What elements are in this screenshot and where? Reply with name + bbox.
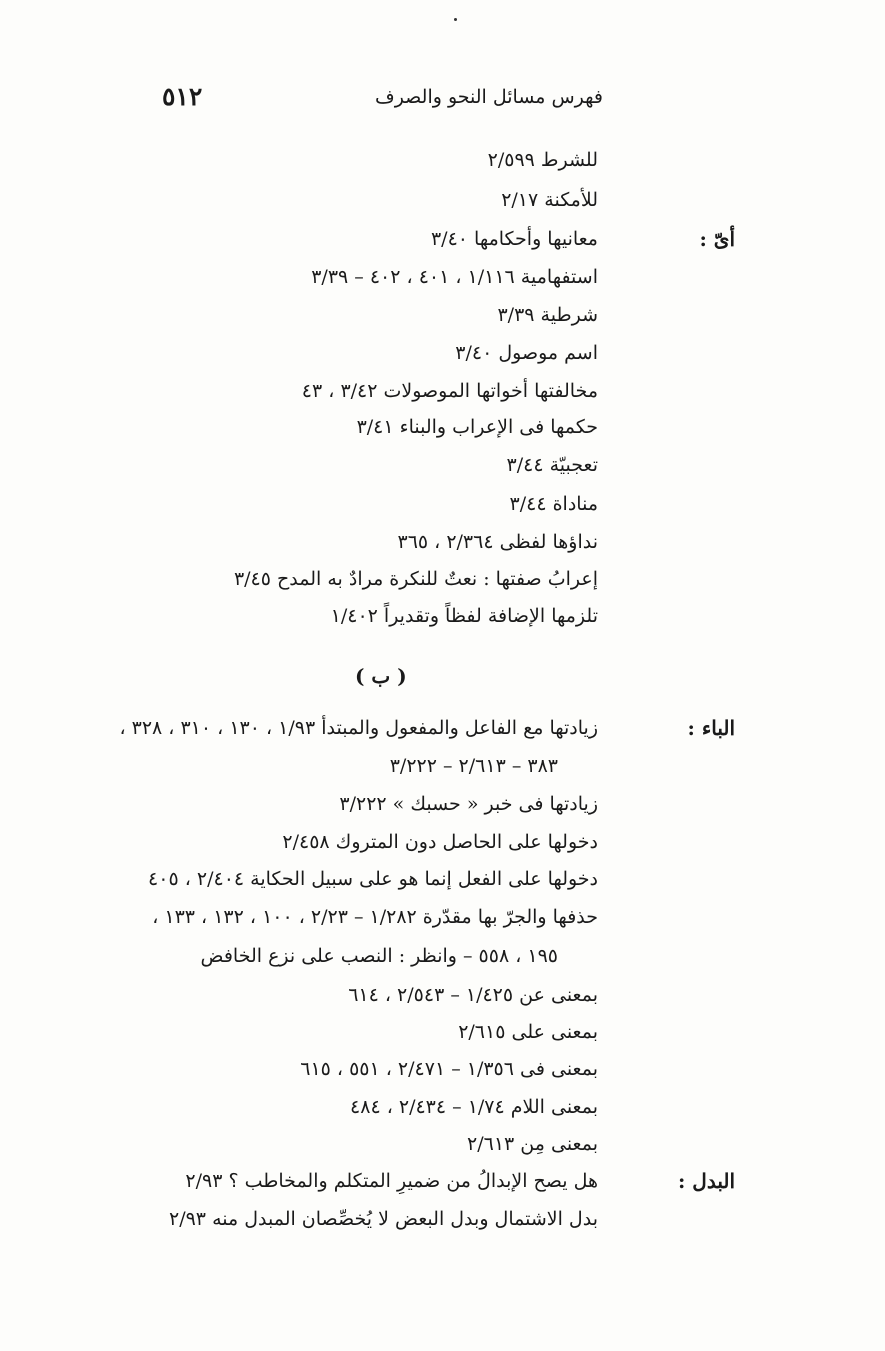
index-line: تعجبيّة ٣/٤٤ [506, 454, 598, 476]
index-line: زيادتها مع الفاعل والمفعول والمبتدأ ١/٩٣ ، ١٣٠ ، ٣١٠ ، ٣٢٨ ، [119, 717, 598, 739]
ink-speck [454, 18, 457, 21]
headword-baa: الباء : [687, 716, 735, 740]
index-line: دخولها على الحاصل دون المتروك ٢/٤٥٨ [282, 831, 598, 853]
headword-ayy: أىّ : [699, 227, 735, 251]
index-line: تلزمها الإضافة لفظاً وتقديراً ١/٤٠٢ [330, 605, 598, 627]
index-line: دخولها على الفعل إنما هو على سبيل الحكاية ٢/٤٠٤ ، ٤٠٥ [148, 868, 598, 890]
index-line: مخالفتها أخواتها الموصولات ٣/٤٢ ، ٤٣ [301, 380, 598, 402]
page-header [60, 82, 825, 118]
index-line: بدل الاشتمال وبدل البعض لا يُخصِّصان المبدل منه ٢/٩٣ [169, 1208, 598, 1230]
index-line: زيادتها فى خبر « حسبك » ٣/٢٢٢ [339, 793, 598, 815]
index-line: حذفها والجرّ بها مقدّرة ١/٢٨٢ – ٢/٢٣ ، ١٠٠ ، ١٣٢ ، ١٣٣ ، [152, 906, 598, 928]
index-line: معانيها وأحكامها ٣/٤٠ [430, 228, 598, 250]
index-line: بمعنى فى ١/٣٥٦ – ٢/٤٧١ ، ٥٥١ ، ٦١٥ [300, 1058, 598, 1080]
index-line: ٣٨٣ – ٢/٦١٣ – ٣/٢٢٢ [389, 755, 558, 777]
index-line: هل يصح الإبدالُ من ضميرِ المتكلم والمخاطب ؟ ٢/٩٣ [185, 1170, 598, 1192]
index-line: للأمكنة ٢/١٧ [501, 189, 598, 211]
page-number: ٥١٢ [162, 82, 203, 111]
headword-badal: البدل : [677, 1169, 735, 1193]
index-line: حكمها فى الإعراب والبناء ٣/٤١ [356, 416, 598, 438]
index-line: استفهامية ١/١١٦ ، ٤٠١ ، ٤٠٢ – ٣/٣٩ [311, 266, 598, 288]
index-line: مناداة ٣/٤٤ [509, 493, 598, 515]
index-line: شرطية ٣/٣٩ [497, 304, 598, 326]
index-line: إعرابُ صفتها : نعتٌ للنكرة مرادٌ به المدح ٣/٤٥ [233, 568, 598, 590]
index-line: اسم موصول ٣/٤٠ [455, 342, 598, 364]
index-line: نداؤها لفظى ٢/٣٦٤ ، ٣٦٥ [397, 531, 598, 553]
index-line: بمعنى مِن ٢/٦١٣ [467, 1133, 598, 1155]
index-line: بمعنى عن ١/٤٢٥ – ٢/٥٤٣ ، ٦١٤ [348, 984, 598, 1006]
index-line: بمعنى على ٢/٦١٥ [458, 1021, 598, 1043]
running-title: فهرس مسائل النحو والصرف [375, 86, 604, 108]
index-line: للشرط ٢/٥٩٩ [487, 149, 598, 171]
section-heading: ( ب ) [355, 664, 407, 688]
index-line: ١٩٥ ، ٥٥٨ – وانظر : النصب على نزع الخافض [200, 945, 558, 967]
index-line: بمعنى اللام ١/٧٤ – ٢/٤٣٤ ، ٤٨٤ [350, 1096, 598, 1118]
